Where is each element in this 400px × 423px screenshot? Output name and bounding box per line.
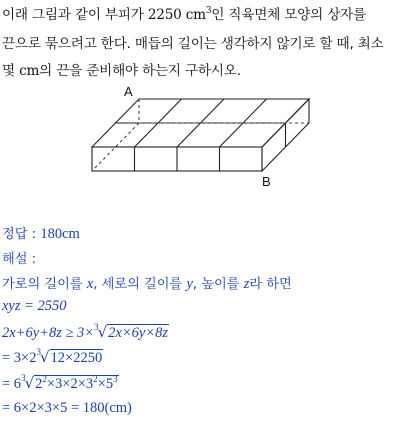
explanation-label: 해설 :	[2, 252, 37, 267]
answer-label: 정답 :	[2, 227, 41, 242]
volume-value: 2250	[147, 7, 182, 23]
question-line-1	[2, 3, 366, 23]
vertex-label-b: B	[262, 174, 271, 189]
question-line-2	[2, 32, 384, 52]
box-figure	[0, 80, 400, 190]
variable-definition: 가로의 길이를 x, 세로의 길이를 y, 높이를 z라 하면	[2, 276, 292, 292]
volume-exponent: 3	[205, 6, 212, 16]
equation-4: = $6^3√2^2\times 3\times 2\times 3^2\times 5^3$	[2, 373, 118, 392]
question-text: 의 끈을 준비해야 하는지 구하시오.	[39, 63, 241, 79]
question-text: 끈으로 묶으려고 한다. 매듭의 길이는 생각하지 않기로 할 때, 최소	[2, 36, 384, 52]
answer-unit: cm	[62, 226, 80, 242]
question-text: 이래 그림과 같이 부피가	[2, 7, 148, 23]
equation-1: xyz = 2550	[2, 298, 67, 314]
question-text: 인 직육면체 모양의 상자를	[211, 7, 366, 23]
equation-3: = $3\times 2^3√12\times 2250$	[2, 347, 103, 366]
question-text: 몇	[2, 63, 20, 79]
vertex-label-a: A	[124, 84, 133, 99]
length-unit: cm	[19, 63, 40, 79]
volume-unit: cm	[185, 7, 206, 23]
question-line-3	[2, 59, 241, 79]
answer-line	[2, 223, 80, 243]
answer-value: 180	[40, 226, 63, 242]
equation-2: 2x+6y+8z ≥ 3×$^3$√2x×6y×8z	[2, 322, 168, 341]
equation-5: = 6×2×3×5 = 180(cm)	[2, 400, 132, 416]
